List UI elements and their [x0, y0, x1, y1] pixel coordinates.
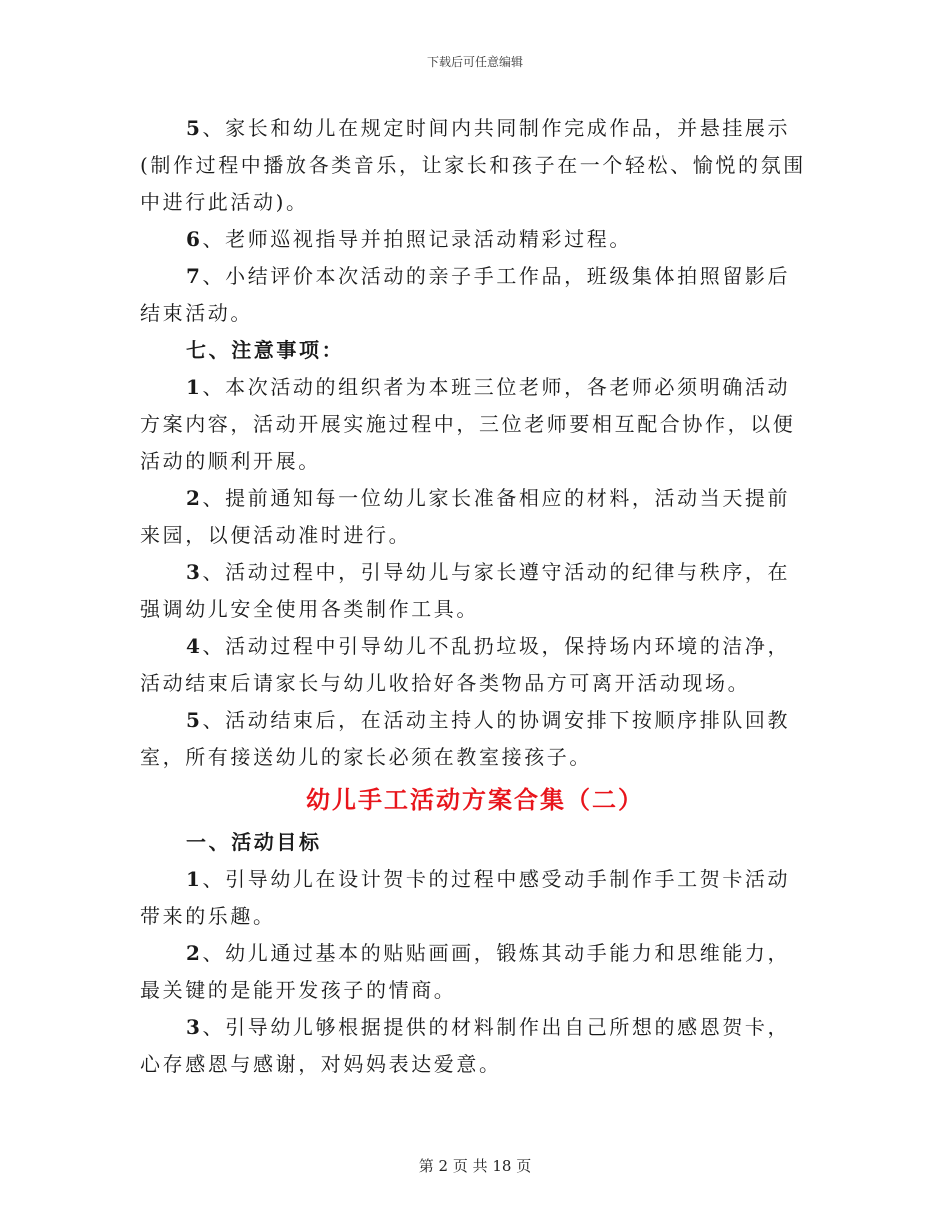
- list-item: [140, 702, 810, 776]
- item-number: 4: [186, 634, 203, 658]
- item-number: 1: [186, 867, 203, 891]
- goals-heading: 一、活动目标: [186, 830, 322, 854]
- list-item: [140, 369, 810, 480]
- page-number-footer: 第 2 页 共 18 页: [418, 1157, 532, 1175]
- document-body: [140, 110, 810, 1083]
- item-text: 、家长和幼儿在规定时间内共同制作完成作品，并悬挂展示(制作过程中播放各类音乐，让家长和孩子在一个轻松、愉悦的氛围中进行此活动)。: [140, 116, 806, 214]
- list-item: [140, 480, 810, 554]
- item-text: 、活动过程中，引导幼儿与家长遵守活动的纪律与秩序，在强调幼儿安全使用各类制作工具。: [140, 560, 791, 621]
- item-text: 、提前通知每一位幼儿家长准备相应的材料，活动当天提前来园，以便活动准时进行。: [140, 486, 791, 547]
- list-item: [140, 628, 810, 702]
- list-item: [140, 861, 810, 935]
- list-item: [140, 935, 810, 1009]
- item-number: 3: [186, 560, 203, 584]
- item-text: 、小结评价本次活动的亲子手工作品，班级集体拍照留影后结束活动。: [140, 264, 791, 325]
- list-item: [140, 1009, 810, 1083]
- page-header-note: 下载后可任意编辑: [426, 55, 523, 69]
- item-number: 5: [186, 116, 203, 140]
- list-item: [140, 110, 810, 221]
- item-text: 、引导幼儿够根据提供的材料制作出自己所想的感恩贺卡，心存感恩与感谢，对妈妈表达爱意。: [140, 1015, 791, 1076]
- item-number: 5: [186, 708, 203, 732]
- item-text: 、引导幼儿在设计贺卡的过程中感受动手制作手工贺卡活动带来的乐趣。: [140, 867, 791, 928]
- list-item: [140, 554, 810, 628]
- item-text: 、老师巡视指导并拍照记录活动精彩过程。: [202, 227, 632, 251]
- list-item: [140, 258, 810, 332]
- item-text: 、活动结束后，在活动主持人的协调安排下按顺序排队回教室，所有接送幼儿的家长必须在教室接孩子。: [140, 708, 791, 769]
- item-text: 、幼儿通过基本的贴贴画画，锻炼其动手能力和思维能力，最关键的是能开发孩子的情商。: [140, 941, 791, 1002]
- item-text: 、活动过程中引导幼儿不乱扔垃圾，保持场内环境的洁净，活动结束后请家长与幼儿收拾好各类物品方可离开活动现场。: [140, 634, 791, 695]
- list-item: [140, 221, 810, 258]
- section-title: 幼儿手工活动方案合集（二）: [306, 785, 644, 814]
- item-text: 、本次活动的组织者为本班三位老师，各老师必须明确活动方案内容，活动开展实施过程中，三位老师要相互配合协作，以便活动的顺利开展。: [140, 375, 796, 473]
- item-number: 6: [186, 227, 203, 251]
- item-number: 3: [186, 1015, 203, 1039]
- item-number: 7: [186, 264, 203, 288]
- item-number: 2: [186, 941, 203, 965]
- item-number: 1: [186, 375, 203, 399]
- notes-heading: 七、注意事项：: [186, 338, 345, 362]
- item-number: 2: [186, 486, 203, 510]
